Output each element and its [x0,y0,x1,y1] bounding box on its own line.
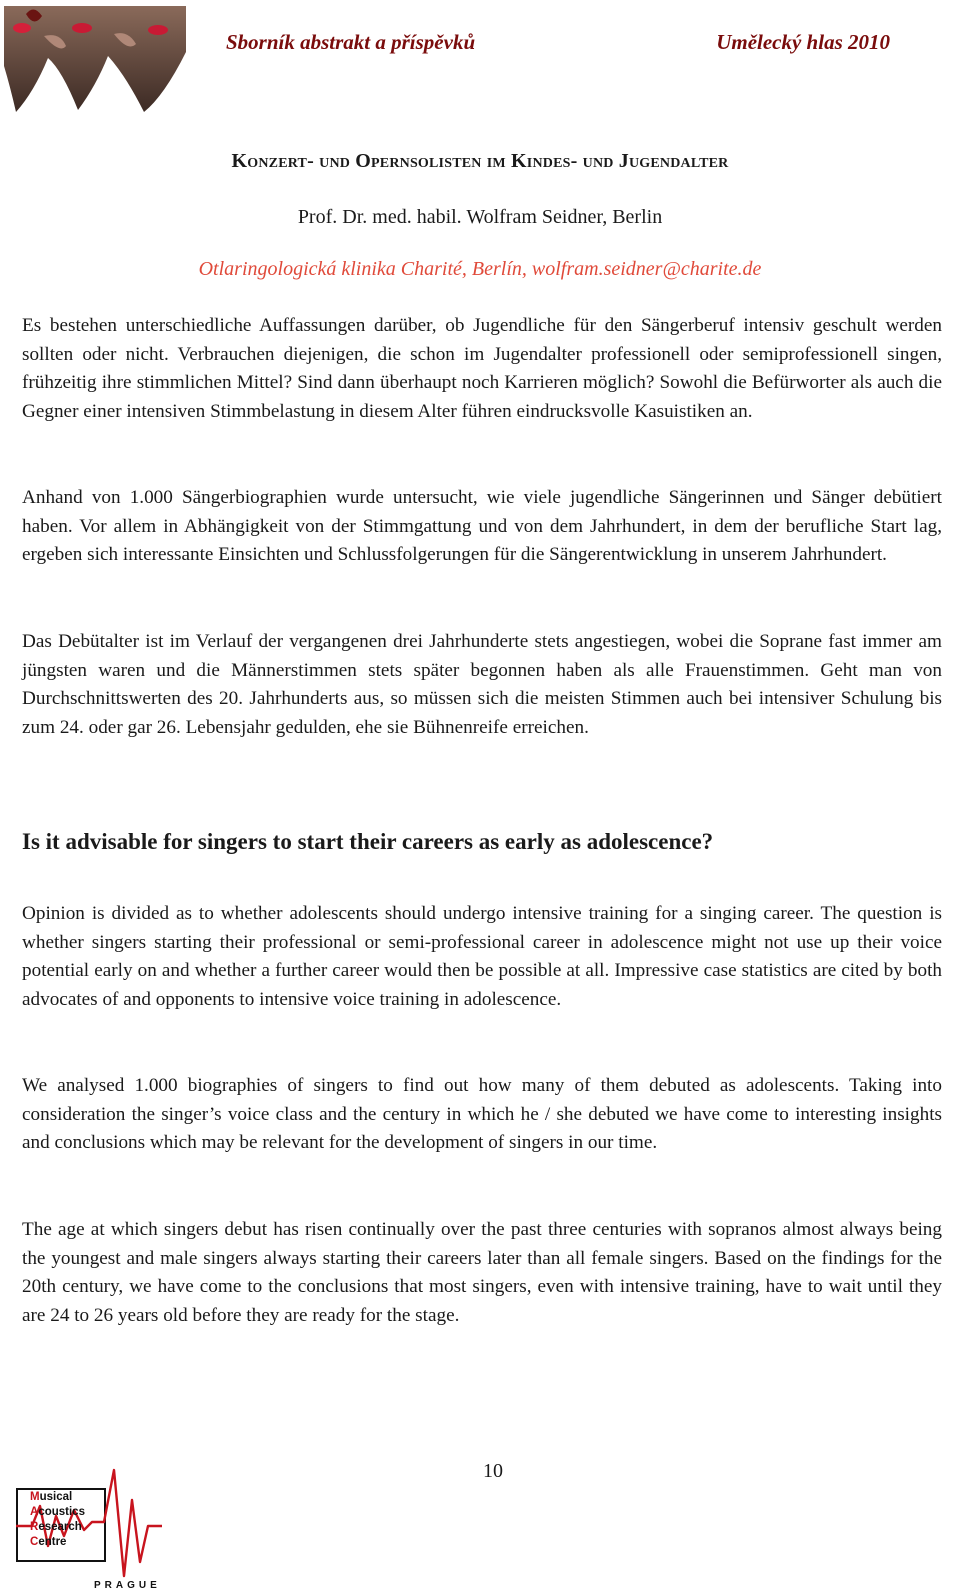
english-paragraph-1: Opinion is divided as to whether adolescents should undergo intensive training for a singing career. The question is whether singers starting their professional or semi-professional career in adolescence might not use up their voice potential early on and whether a further career would then be possible at all. Impressive case statistics are cited by both advocates of and opponents to intensive voice training in adolescence. [22,903,942,1011]
english-paragraph-2: We analysed 1.000 biographies of singers to find out how many of them debuted as adolescents. Taking into consideration the singer’s voice class and the century in which he / she debuted we have come to interesting insights and conclusions which may be relevant for the development of singers in our time. [22,1075,942,1154]
german-paragraph-1: Es bestehen unterschiedliche Auffassungen darüber, ob Jugendliche für den Sängerberuf intensiv geschult werden sollten oder nicht. Verbrauchen diejenigen, die schon im Jugendalter professionell oder semiprofessionell singen, frühzeitig ihre stimmlichen Mittel? Sind dann überhaupt noch Karrieren möglich? Sowohl die Befürworter als auch die Gegner einer intensiven Stimmbelastung in diesem Alter führen eindrucksvolle Kasuistiken an. [22,315,942,423]
affiliation-line: Otlaringologická klinika Charité, Berlín, wolfram.seidner@charite.de [198,258,762,280]
header-conference-title: Umělecký hlas 2010 [716,30,890,54]
lips-illustration-icon [4,6,186,114]
article-title: Konzert- und Opernsolisten im Kindes- und Jugendalter [231,150,729,172]
header-proceedings-title: Sborník abstrakt a příspěvků [226,30,476,54]
english-heading: Is it advisable for singers to start their careers as early as adolescence? [22,829,714,854]
logo-line-4: Centre [30,1536,67,1548]
logo-line-2: Acoustics [30,1506,85,1518]
author-line: Prof. Dr. med. habil. Wolfram Seidner, Berlin [297,206,663,228]
german-paragraph-3: Das Debütalter ist im Verlauf der vergangenen drei Jahrhunderte stets angestiegen, wobei die Soprane fast immer am jüngsten waren und die Männerstimmen stets später begonnen haben als alle Frauenstimmen. Geht man von Durchschnittswerten des 20. Jahrhunderts aus, so müssen sich die meisten Stimmen auch bei intensiver Schulung bis zum 24. oder gar 26. Lebensjahr gedulden, ehe sie Bühnenreife erreichen. [22,631,942,739]
english-paragraph-3: The age at which singers debut has risen continually over the past three centuries with sopranos almost always being the youngest and male singers always starting their careers later than all female singers. Based on the findings for the 20th century, we have come to the conclusions that most singers, even with intensive training, have to wait until they are 24 to 26 years old before they are ready for the stage. [22,1219,942,1327]
logo-city: PRAGUE [94,1580,161,1591]
page-number: 10 [483,1460,503,1482]
logo-line-3: Research [30,1521,82,1533]
logo-line-1: Musical [30,1491,73,1503]
german-paragraph-2: Anhand von 1.000 Sängerbiographien wurde untersucht, wie viele jugendliche Sängerinnen und Sänger debütiert haben. Vor allem in Abhängigkeit von der Stimmgattung und von dem Jahrhundert, in dem der berufliche Start lag, ergeben sich interessante Einsichten und Schlussfolgerungen für die Sängerentwicklung in unserem Jahrhundert. [22,487,942,566]
